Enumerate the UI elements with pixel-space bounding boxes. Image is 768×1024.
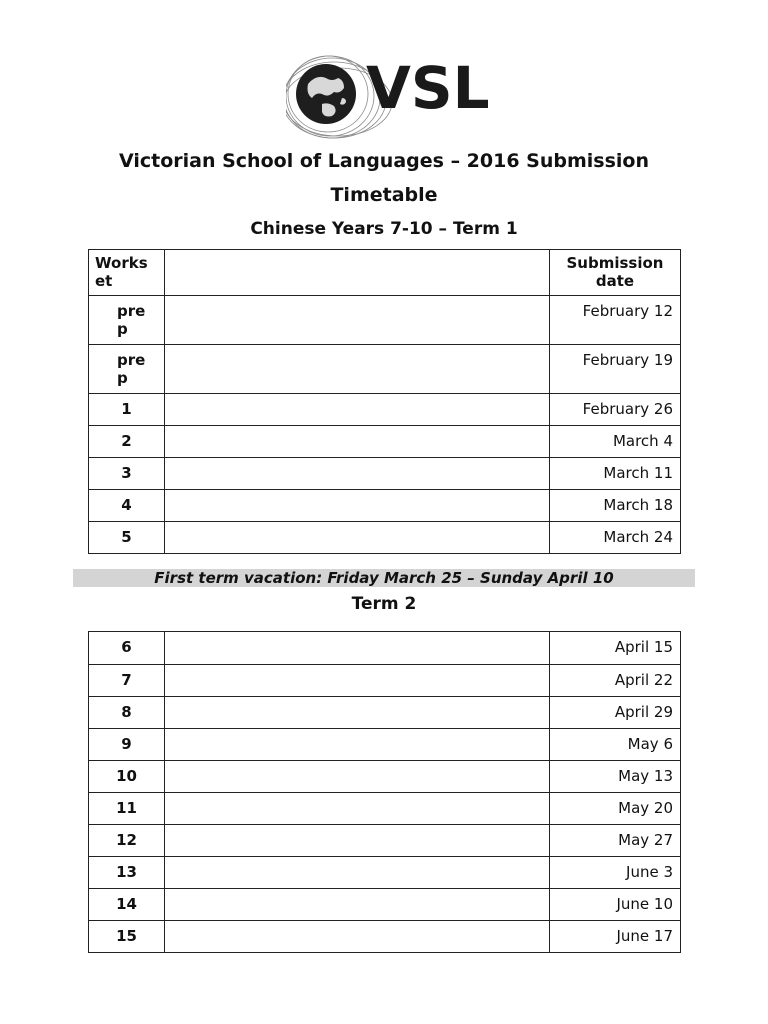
date-cell: February 12: [550, 296, 681, 345]
worksheet-column-header: [89, 250, 165, 296]
date-cell: April 22: [550, 665, 681, 697]
worksheet-cell: 11: [89, 793, 165, 825]
table-row: [89, 296, 681, 345]
worksheet-cell: 2: [89, 426, 165, 458]
worksheet-cell: [89, 296, 165, 345]
table-row: [89, 697, 681, 729]
blank-cell: [165, 490, 550, 522]
blank-cell: [165, 889, 550, 921]
date-cell: March 18: [550, 490, 681, 522]
date-cell: June 10: [550, 889, 681, 921]
worksheet-value: pre p: [117, 302, 146, 338]
date-header-text: Submission date: [566, 254, 664, 290]
logo-wordmark: VSL: [366, 54, 490, 122]
table-row: [89, 825, 681, 857]
worksheet-cell: 3: [89, 458, 165, 490]
table-row: [89, 458, 681, 490]
blank-cell: [165, 522, 550, 554]
date-cell: March 11: [550, 458, 681, 490]
date-cell: May 13: [550, 761, 681, 793]
blank-cell: [165, 729, 550, 761]
blank-cell: [165, 793, 550, 825]
page-title-line1: Victorian School of Languages – 2016 Submission: [118, 150, 650, 172]
term2-heading: Term 2: [351, 594, 417, 614]
worksheet-value: pre p: [117, 351, 146, 387]
blank-cell: [165, 825, 550, 857]
worksheet-cell: 4: [89, 490, 165, 522]
blank-cell: [165, 458, 550, 490]
date-cell: June 17: [550, 921, 681, 953]
table-row: [89, 857, 681, 889]
date-cell: March 4: [550, 426, 681, 458]
blank-cell: [165, 665, 550, 697]
blank-cell: [165, 921, 550, 953]
table-row: [89, 889, 681, 921]
blank-cell: [165, 632, 550, 665]
table-row: [89, 394, 681, 426]
page-title-line2: Timetable: [330, 184, 438, 206]
table-row: [89, 729, 681, 761]
worksheet-cell: 13: [89, 857, 165, 889]
blank-cell: [165, 345, 550, 394]
blank-column-header: [165, 250, 550, 296]
worksheet-cell: 6: [89, 632, 165, 665]
date-column-header: [550, 250, 681, 296]
worksheet-cell: 1: [89, 394, 165, 426]
worksheet-cell: 14: [89, 889, 165, 921]
blank-cell: [165, 296, 550, 345]
date-cell: March 24: [550, 522, 681, 554]
date-cell: May 6: [550, 729, 681, 761]
worksheet-cell: 7: [89, 665, 165, 697]
table-row: [89, 426, 681, 458]
worksheet-cell: 9: [89, 729, 165, 761]
date-cell: February 26: [550, 394, 681, 426]
vacation-banner: First term vacation: Friday March 25 – Sunday April 10: [73, 569, 695, 587]
blank-cell: [165, 394, 550, 426]
blank-cell: [165, 426, 550, 458]
worksheet-cell: [89, 345, 165, 394]
worksheet-cell: 5: [89, 522, 165, 554]
table-row: [89, 665, 681, 697]
table-row: [89, 345, 681, 394]
table-row: [89, 490, 681, 522]
term1-subtitle: Chinese Years 7-10 – Term 1: [250, 219, 518, 239]
worksheet-cell: 10: [89, 761, 165, 793]
date-cell: April 29: [550, 697, 681, 729]
blank-cell: [165, 697, 550, 729]
blank-cell: [165, 857, 550, 889]
worksheet-cell: 15: [89, 921, 165, 953]
table-row: [89, 522, 681, 554]
table-row: [89, 793, 681, 825]
table-row: [89, 921, 681, 953]
table-row: [89, 761, 681, 793]
term2-table: [88, 631, 681, 953]
blank-cell: [165, 761, 550, 793]
worksheet-header-text: Works et: [95, 254, 148, 290]
date-cell: May 27: [550, 825, 681, 857]
date-cell: February 19: [550, 345, 681, 394]
worksheet-cell: 8: [89, 697, 165, 729]
date-cell: June 3: [550, 857, 681, 889]
term1-table: [88, 249, 681, 554]
worksheet-cell: 12: [89, 825, 165, 857]
table-row: [89, 632, 681, 665]
table-header-row: [89, 250, 681, 296]
date-cell: May 20: [550, 793, 681, 825]
date-cell: April 15: [550, 632, 681, 665]
